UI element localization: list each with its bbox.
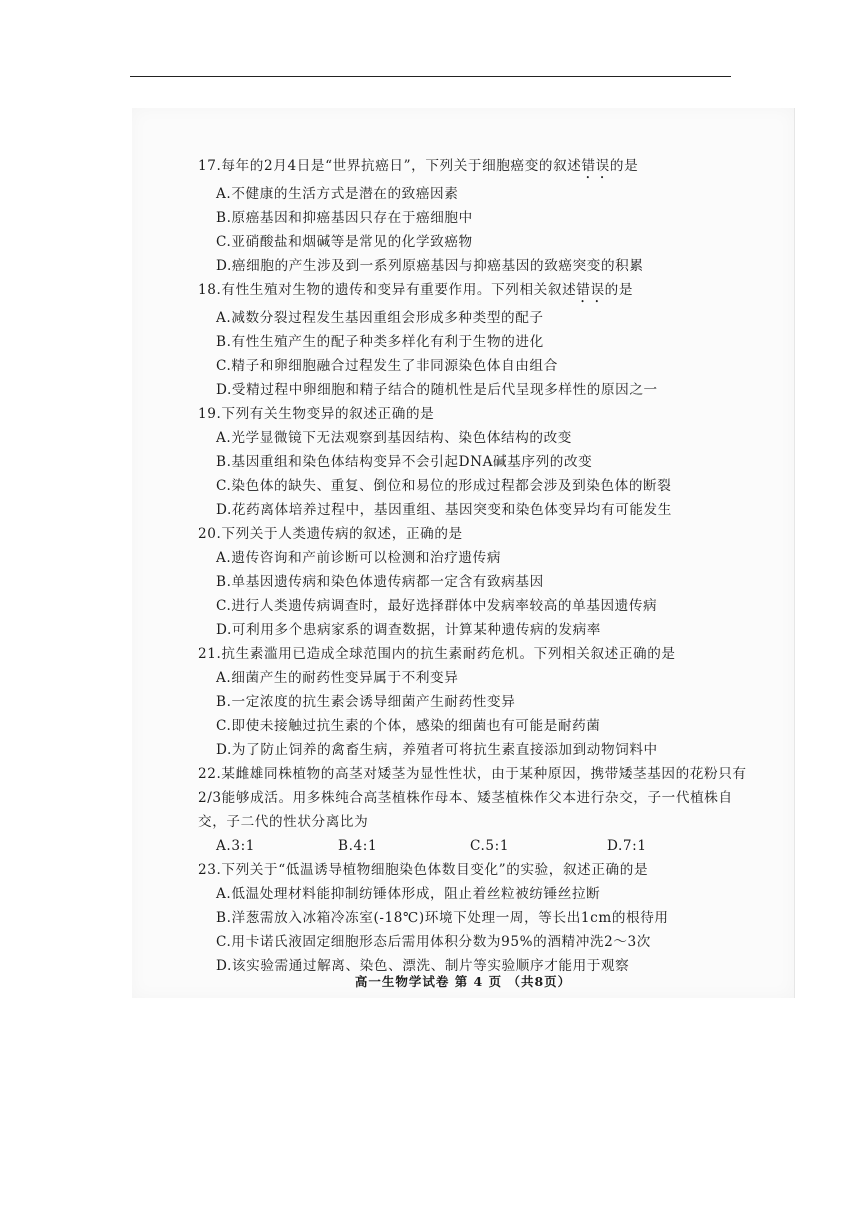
question-number: 21. (198, 646, 222, 662)
option-c: C.精子和卵细胞融合过程发生了非同源染色体自由组合 (216, 358, 558, 374)
question-number: 17. (198, 158, 222, 174)
question-number: 20. (198, 526, 222, 542)
question-22-stem-line-3: 交，子二代的性状分离比为 (198, 814, 369, 830)
stem-text: 有性生殖对生物的遗传和变异有重要作用。下列相关叙述 (221, 282, 577, 298)
option-b: B.基因重组和染色体结构变异不会引起DNA碱基序列的改变 (216, 454, 593, 470)
question-23-stem (198, 858, 788, 882)
option-c: C.用卡诺氏液固定细胞形态后需用体积分数为95%的酒精冲洗2～3次 (216, 934, 651, 950)
question-19-stem (198, 402, 788, 426)
inline-options (198, 834, 788, 858)
question-number: 18. (198, 282, 222, 298)
question-22-stem-line-2: 2/3能够成活。用多株纯合高茎植株作母本、矮茎植株作父本进行杂交，子一代植株自 (198, 790, 733, 806)
option-c: C.进行人类遗传病调查时，最好选择群体中发病率较高的单基因遗传病 (216, 598, 658, 614)
header-rule (130, 76, 731, 77)
page-footer: 高一生物学试卷 第 4 页 （共8页） (354, 974, 572, 989)
option-b: B.洋葱需放入冰箱冷冻室(-18℃)环境下处理一周，等长出1cm的根待用 (216, 910, 669, 926)
emphasized-word: 错误 (581, 158, 610, 174)
option-b: B.4:1 (338, 838, 378, 854)
option-c: C.5:1 (470, 838, 510, 854)
option-d: D.7:1 (607, 838, 647, 854)
stem-text: 每年的2月4日是“世界抗癌日”，下列关于细胞癌变的叙述 (221, 158, 582, 174)
option-d: D.受精过程中卵细胞和精子结合的随机性是后代呈现多样性的原因之一 (216, 382, 658, 398)
stem-text: 下列关于“低温诱导植物细胞染色体数目变化”的实验，叙述正确的是 (221, 862, 649, 878)
question-20 (198, 522, 788, 642)
question-18-stem (198, 278, 788, 306)
option-a: A.不健康的生活方式是潜在的致癌因素 (216, 186, 459, 202)
option-d: D.为了防止饲养的禽畜生病，养殖者可将抗生素直接添加到动物饲料中 (216, 742, 658, 758)
question-21-stem (198, 642, 788, 666)
emphasized-word: 错误 (576, 282, 605, 298)
option-d: D.癌细胞的产生涉及到一系列原癌基因与抑癌基因的致癌突变的积累 (216, 258, 644, 274)
option-a: A.减数分裂过程发生基因重组会形成多种类型的配子 (216, 310, 544, 326)
stem-text-end: 的是 (604, 282, 634, 298)
question-19 (198, 402, 788, 522)
option-a: A.遗传咨询和产前诊断可以检测和治疗遗传病 (216, 550, 502, 566)
question-number: 19. (198, 406, 222, 422)
question-17 (198, 154, 788, 278)
stem-text: 某雌雄同株植物的高茎对矮茎为显性性状，由于某种原因，携带矮茎基因的花粉只有 (221, 766, 747, 782)
option-d: D.可利用多个患病家系的调查数据，计算某种遗传病的发病率 (216, 622, 601, 638)
option-a: A.细菌产生的耐药性变异属于不利变异 (216, 670, 459, 686)
question-21 (198, 642, 788, 762)
option-c: C.即使未接触过抗生素的个体，感染的细菌也有可能是耐药菌 (216, 718, 601, 734)
question-20-stem (198, 522, 788, 546)
option-a: A.光学显微镜下无法观察到基因结构、染色体结构的改变 (216, 430, 572, 446)
stem-text: 抗生素滥用已造成全球范围内的抗生素耐药危机。下列相关叙述正确的是 (221, 646, 676, 662)
option-b: B.一定浓度的抗生素会诱导细菌产生耐药性变异 (216, 694, 516, 710)
stem-text: 下列关于人类遗传病的叙述，正确的是 (221, 526, 463, 542)
option-d: D.该实验需通过解离、染色、漂洗、制片等实验顺序才能用于观察 (216, 958, 630, 974)
option-b: B.原癌基因和抑癌基因只存在于癌细胞中 (216, 210, 473, 226)
option-a: A.3:1 (216, 838, 256, 854)
exam-content (198, 154, 788, 978)
question-17-stem (198, 154, 788, 182)
option-a: A.低温处理材料能抑制纺锤体形成，阻止着丝粒被纺锤丝拉断 (216, 886, 601, 902)
question-23 (198, 858, 788, 978)
stem-text: 下列有关生物变异的叙述正确的是 (221, 406, 435, 422)
stem-text-end: 的是 (609, 158, 639, 174)
option-c: C.亚硝酸盐和烟碱等是常见的化学致癌物 (216, 234, 473, 250)
option-b: B.有性生殖产生的配子种类多样化有利于生物的进化 (216, 334, 544, 350)
question-number: 23. (198, 862, 222, 878)
option-d: D.花药离体培养过程中，基因重组、基因突变和染色体变异均有可能发生 (216, 502, 672, 518)
option-c: C.染色体的缺失、重复、倒位和易位的形成过程都会涉及到染色体的断裂 (216, 478, 672, 494)
question-18 (198, 278, 788, 402)
option-b: B.单基因遗传病和染色体遗传病都一定含有致病基因 (216, 574, 544, 590)
question-22 (198, 762, 788, 858)
question-22-stem-line-1 (198, 762, 788, 786)
question-number: 22. (198, 766, 222, 782)
